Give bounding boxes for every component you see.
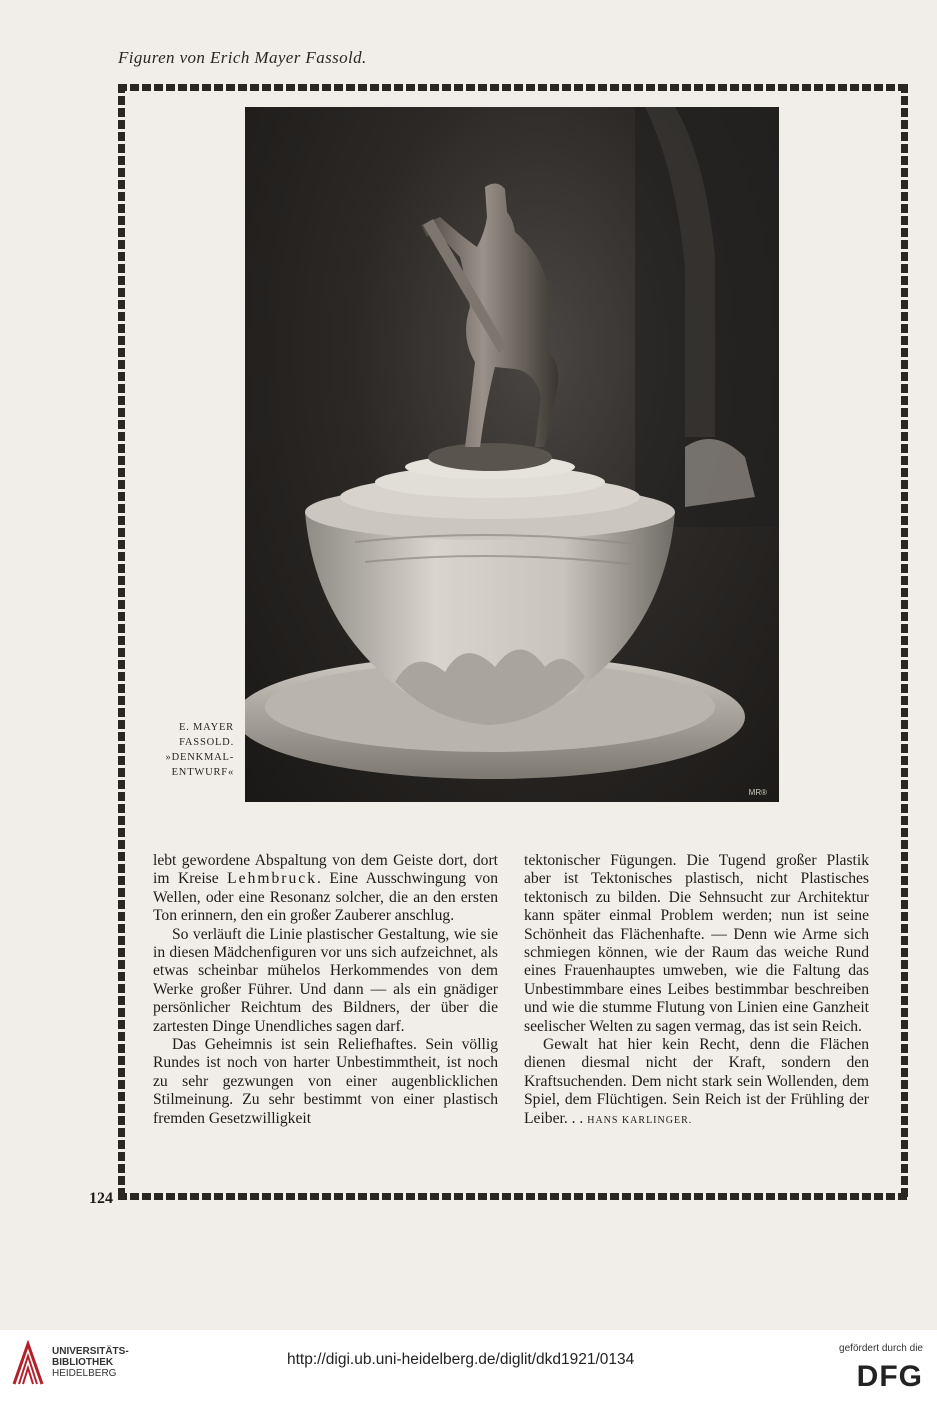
- dfg-logo: DFG: [856, 1360, 923, 1393]
- frame-top: [118, 84, 908, 91]
- university-logo-icon: [10, 1340, 46, 1388]
- funded-by-label: gefördert durch die: [839, 1343, 923, 1354]
- author-signature: HANS KARLINGER.: [587, 1114, 693, 1126]
- digitization-footer: [0, 1330, 937, 1403]
- paragraph-text: Gewalt hat hier kein Recht, denn die Flächen dienen diesmal nicht der Kraft, sondern den Kraftsuchenden. Dem nicht stark sein Wollenden, dem Spiel, dem Flüchtigen. Sein Reich ist der Frühling der Leiber. . .: [524, 1036, 869, 1127]
- sculpture-illustration: [245, 107, 779, 802]
- frame-right: [901, 84, 908, 1200]
- text-column-left: [153, 852, 498, 1128]
- text-column-right: [524, 852, 869, 1130]
- sculpture-photograph: [245, 107, 779, 802]
- university-name-line: HEIDELBERG: [52, 1368, 117, 1379]
- paragraph: Das Geheimnis ist sein Reliefhaftes. Sein völlig Rundes ist noch von harter Unbestimmtheit, ist noch zu sehr gezwungen von einer augenblicklichen Stilmeinung. Zu sehr bestimmt von einer plastisch fremden Gesetzwilligkeit: [153, 1036, 498, 1127]
- caption-line: E. MAYER: [178, 722, 234, 733]
- university-name-line: BIBLIOTHEK: [52, 1357, 114, 1368]
- university-name-line: UNIVERSITÄTS-: [52, 1346, 129, 1357]
- photo-monogram: MR®: [748, 788, 767, 797]
- figure-caption: [150, 720, 234, 780]
- page-number: 124: [89, 1190, 113, 1207]
- university-name: [52, 1346, 129, 1379]
- paragraph: So verläuft die Linie plastischer Gestaltung, wie sie in diesen Mädchenfiguren vor uns sich aufzeichnet, als etwas scheinbar mühelos Herkommendes von dem Werke großer Führer. Und dann — als ein gnädiger persönlicher Reichtum des Bildners, der über die zartesten Dinge Unendliches sagen darf.: [153, 925, 498, 1035]
- paragraph: [524, 1036, 869, 1130]
- caption-line: FASSOLD.: [179, 737, 234, 748]
- paragraph: [153, 852, 498, 926]
- caption-line: ENTWURF«: [171, 767, 234, 778]
- caption-line: »DENKMAL-: [165, 752, 234, 763]
- frame-bottom: [118, 1193, 908, 1200]
- paragraph: tektonischer Fügungen. Die Tugend großer Plastik aber ist Tektonisches plastisch, nicht Plastisches tektonisch zu bilden. Die Sehnsucht zur Architektur kann später einmal Problem werden; nun ist seine Schönheit das Flächenhafte. — Denn wie Arme sich schmiegen können, wie der Raum das weiche Rund eines Frauenhauptes umweben, wie die Faltung das Unbestimmbare eines Leibes bestimmbar beschreiben und wie die stumme Flutung von Linien eine Ganzheit seelischer Welten zu sagen vermag, das ist sein Reich.: [524, 852, 869, 1035]
- paragraph-text: lebt gewordene Abspaltung von dem Geiste dort, dort im Kreise: [153, 852, 498, 888]
- emphasized-name: Lehmbruck: [227, 870, 318, 888]
- source-url-link[interactable]: http://digi.ub.uni-heidelberg.de/diglit/dkd1921/0134: [287, 1351, 635, 1368]
- frame-left: [118, 84, 125, 1200]
- running-head: Figuren von Erich Mayer Fassold.: [118, 48, 367, 67]
- paragraph-text: . Eine Ausschwingung von Wellen, oder eine Resonanz solcher, die an den ersten Ton erinnern, den ein großer Zauberer anschlug.: [153, 870, 498, 925]
